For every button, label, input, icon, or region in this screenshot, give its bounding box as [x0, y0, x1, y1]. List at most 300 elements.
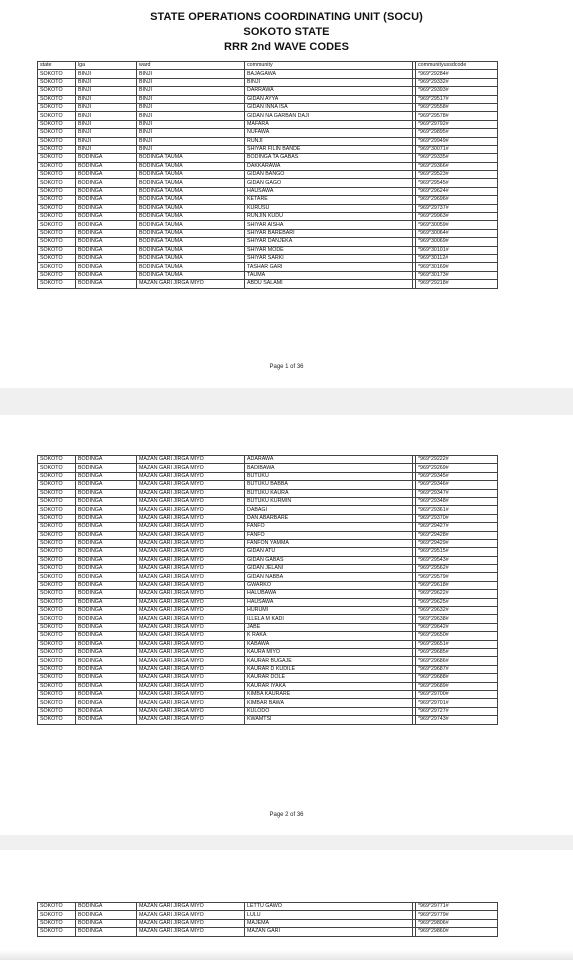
table-row: [38, 129, 498, 137]
cell-lga: BODINGA: [76, 556, 137, 564]
cell-community: KIMBAR BAWA: [245, 699, 413, 707]
table-row: [38, 539, 498, 547]
cell-community: GIDAN NABBA: [245, 573, 413, 581]
cell-code: *969*29558#: [416, 103, 498, 111]
cell-state: SOKOTO: [38, 648, 76, 656]
cell-state: SOKOTO: [38, 187, 76, 195]
cell-code: *969*29860#: [416, 928, 498, 936]
cell-community: SHIYAR AISHA: [245, 221, 413, 229]
cell-state: SOKOTO: [38, 607, 76, 615]
cell-community: DARRAWA: [245, 87, 413, 95]
cell-code: *969*29545#: [416, 179, 498, 187]
table-row: [38, 179, 498, 187]
cell-ward: MAZAN GARI JIRGA MIYO: [137, 632, 245, 640]
cell-community: KAURAR IYAKA: [245, 682, 413, 690]
cell-state: SOKOTO: [38, 464, 76, 472]
cell-lga: BODINGA: [76, 657, 137, 665]
table-row: [38, 632, 498, 640]
cell-state: SOKOTO: [38, 514, 76, 522]
cell-lga: BODINGA: [76, 648, 137, 656]
table-row: [38, 911, 498, 919]
cell-community: SHIYAR SARKI: [245, 254, 413, 262]
cell-ward: BODINGA TAUMA: [137, 171, 245, 179]
cell-lga: BODINGA: [76, 903, 137, 911]
table-row: [38, 154, 498, 162]
cell-community: GIDAN AYYA: [245, 95, 413, 103]
column-header-ward: ward: [137, 62, 245, 70]
cell-ward: BINJI: [137, 129, 245, 137]
cell-community: HALUBAWA: [245, 590, 413, 598]
cell-code: *969*29895#: [416, 129, 498, 137]
table-row: [38, 919, 498, 927]
cell-ward: MAZAN GARI JIRGA MIYO: [137, 640, 245, 648]
cell-lga: BODINGA: [76, 565, 137, 573]
cell-ward: MAZAN GARI JIRGA MIYO: [137, 707, 245, 715]
cell-lga: BODINGA: [76, 280, 137, 288]
cell-lga: BODINGA: [76, 254, 137, 262]
table-row: [38, 657, 498, 665]
cell-community: MAZAN GARI: [245, 928, 413, 936]
table-row: [38, 171, 498, 179]
cell-code: *969*29335#: [416, 154, 498, 162]
cell-code: *969*29779#: [416, 911, 498, 919]
cell-code: *969*29393#: [416, 87, 498, 95]
cell-state: SOKOTO: [38, 196, 76, 204]
cell-ward: MAZAN GARI JIRGA MIYO: [137, 456, 245, 464]
column-header-community: community: [245, 62, 413, 70]
table-row: [38, 640, 498, 648]
cell-state: SOKOTO: [38, 919, 76, 927]
cell-code: *969*29347#: [416, 489, 498, 497]
table-row: [38, 598, 498, 606]
cell-ward: BODINGA TAUMA: [137, 213, 245, 221]
cell-lga: BODINGA: [76, 154, 137, 162]
table-row: [38, 481, 498, 489]
cell-lga: BODINGA: [76, 573, 137, 581]
cell-ward: MAZAN GARI JIRGA MIYO: [137, 523, 245, 531]
cell-ward: BODINGA TAUMA: [137, 271, 245, 279]
cell-state: SOKOTO: [38, 665, 76, 673]
cell-state: SOKOTO: [38, 137, 76, 145]
page-number: Page 2 of 36: [269, 812, 304, 818]
document-page-1: [0, 0, 573, 388]
table-row: [38, 615, 498, 623]
cell-state: SOKOTO: [38, 271, 76, 279]
cell-community: GWARKO: [245, 581, 413, 589]
cell-state: SOKOTO: [38, 497, 76, 505]
table-row: [38, 221, 498, 229]
cell-code: *969*29284#: [416, 70, 498, 78]
table-row: [38, 497, 498, 505]
cell-lga: BODINGA: [76, 632, 137, 640]
cell-lga: BINJI: [76, 120, 137, 128]
cell-community: KULODO: [245, 707, 413, 715]
cell-state: SOKOTO: [38, 246, 76, 254]
cell-lga: BINJI: [76, 87, 137, 95]
cell-community: HAUSAWA: [245, 598, 413, 606]
cell-ward: MAZAN GARI JIRGA MIYO: [137, 531, 245, 539]
cell-code: *969*29523#: [416, 171, 498, 179]
cell-ward: BINJI: [137, 137, 245, 145]
cell-ward: MAZAN GARI JIRGA MIYO: [137, 903, 245, 911]
cell-lga: BODINGA: [76, 196, 137, 204]
cell-ward: MAZAN GARI JIRGA MIYO: [137, 674, 245, 682]
table-row: [38, 145, 498, 153]
cell-community: GIDAN GABAS: [245, 556, 413, 564]
cell-state: SOKOTO: [38, 903, 76, 911]
cell-lga: BODINGA: [76, 171, 137, 179]
cell-lga: BODINGA: [76, 456, 137, 464]
document-header: [0, 0, 573, 55]
cell-code: *969*29515#: [416, 548, 498, 556]
table-row: [38, 456, 498, 464]
cell-state: SOKOTO: [38, 87, 76, 95]
cell-lga: BODINGA: [76, 539, 137, 547]
table-row: [38, 103, 498, 111]
cell-community: DAN ABARBARE: [245, 514, 413, 522]
table-row: [38, 78, 498, 86]
cell-lga: BODINGA: [76, 581, 137, 589]
cell-code: *969*29687#: [416, 665, 498, 673]
cell-lga: BODINGA: [76, 514, 137, 522]
table-row: [38, 489, 498, 497]
cell-community: ABDU SALAMI: [245, 280, 413, 288]
table-row: [38, 162, 498, 170]
cell-state: SOKOTO: [38, 590, 76, 598]
cell-code: *969*29737#: [416, 204, 498, 212]
cell-community: K RAKA: [245, 632, 413, 640]
cell-community: SHIYAR MODE: [245, 246, 413, 254]
cell-ward: BINJI: [137, 145, 245, 153]
cell-state: SOKOTO: [38, 221, 76, 229]
cell-state: SOKOTO: [38, 254, 76, 262]
cell-lga: BINJI: [76, 129, 137, 137]
cell-community: KURUSU: [245, 204, 413, 212]
cell-code: *969*29949#: [416, 137, 498, 145]
cell-ward: MAZAN GARI JIRGA MIYO: [137, 548, 245, 556]
cell-lga: BODINGA: [76, 246, 137, 254]
cell-community: HAUSAWA: [245, 187, 413, 195]
cell-lga: BODINGA: [76, 238, 137, 246]
cell-code: *969*29427#: [416, 523, 498, 531]
table-row: [38, 187, 498, 195]
cell-ward: MAZAN GARI JIRGA MIYO: [137, 607, 245, 615]
table-row: [38, 581, 498, 589]
cell-ward: BODINGA TAUMA: [137, 179, 245, 187]
cell-ward: MAZAN GARI JIRGA MIYO: [137, 615, 245, 623]
cell-ward: BODINGA TAUMA: [137, 154, 245, 162]
cell-lga: BINJI: [76, 95, 137, 103]
cell-lga: BODINGA: [76, 623, 137, 631]
cell-ward: MAZAN GARI JIRGA MIYO: [137, 464, 245, 472]
cell-code: *969*29578#: [416, 112, 498, 120]
cell-community: KAURA MIYO: [245, 648, 413, 656]
cell-lga: BODINGA: [76, 489, 137, 497]
document-page-3: [0, 850, 573, 960]
table-row: [38, 623, 498, 631]
cell-code: *969*29638#: [416, 615, 498, 623]
cell-code: *969*29348#: [416, 497, 498, 505]
cell-community: RUNJIN KUDU: [245, 213, 413, 221]
table-row: [38, 548, 498, 556]
cell-code: *969*29429#: [416, 539, 498, 547]
cell-state: SOKOTO: [38, 565, 76, 573]
cell-lga: BODINGA: [76, 690, 137, 698]
table-row: [38, 674, 498, 682]
cell-ward: MAZAN GARI JIRGA MIYO: [137, 514, 245, 522]
cell-code: *969*29346#: [416, 481, 498, 489]
cell-lga: BODINGA: [76, 263, 137, 271]
cell-code: *969*30169#: [416, 263, 498, 271]
cell-code: *969*29685#: [416, 648, 498, 656]
cell-community: KAURAR BUGAJE: [245, 657, 413, 665]
cell-lga: BODINGA: [76, 464, 137, 472]
cell-lga: BODINGA: [76, 497, 137, 505]
cell-lga: BODINGA: [76, 615, 137, 623]
cell-state: SOKOTO: [38, 548, 76, 556]
table-row: [38, 246, 498, 254]
cell-lga: BODINGA: [76, 548, 137, 556]
cell-code: *969*30059#: [416, 221, 498, 229]
cell-state: SOKOTO: [38, 456, 76, 464]
cell-community: GIDAN NA GARBAN DAJI: [245, 112, 413, 120]
table-row: [38, 928, 498, 936]
cell-code: *969*29650#: [416, 632, 498, 640]
table-row: [38, 280, 498, 288]
table-row: [38, 263, 498, 271]
cell-lga: BODINGA: [76, 271, 137, 279]
table-row: [38, 716, 498, 724]
table-row: [38, 903, 498, 911]
cell-state: SOKOTO: [38, 573, 76, 581]
cell-lga: BINJI: [76, 137, 137, 145]
cell-lga: BODINGA: [76, 682, 137, 690]
table-row: [38, 590, 498, 598]
cell-code: *969*30173#: [416, 271, 498, 279]
cell-lga: BINJI: [76, 103, 137, 111]
cell-community: TASHAR GARI: [245, 263, 413, 271]
codes-table-page-1: [37, 61, 498, 289]
cell-state: SOKOTO: [38, 154, 76, 162]
cell-state: SOKOTO: [38, 657, 76, 665]
table-row: [38, 573, 498, 581]
cell-state: SOKOTO: [38, 523, 76, 531]
cell-code: *969*29543#: [416, 556, 498, 564]
cell-community: MAJEMA: [245, 919, 413, 927]
cell-state: SOKOTO: [38, 539, 76, 547]
cell-ward: MAZAN GARI JIRGA MIYO: [137, 919, 245, 927]
cell-code: *969*29771#: [416, 903, 498, 911]
cell-community: FANFO: [245, 523, 413, 531]
cell-lga: BINJI: [76, 70, 137, 78]
cell-state: SOKOTO: [38, 280, 76, 288]
cell-state: SOKOTO: [38, 120, 76, 128]
cell-state: SOKOTO: [38, 171, 76, 179]
cell-community: DABAGI: [245, 506, 413, 514]
cell-ward: BODINGA TAUMA: [137, 254, 245, 262]
cell-community: FANFON YAMMA: [245, 539, 413, 547]
cell-code: *969*30101#: [416, 246, 498, 254]
cell-state: SOKOTO: [38, 640, 76, 648]
cell-community: SHIYAR DANJEKA: [245, 238, 413, 246]
table-row: [38, 565, 498, 573]
cell-lga: BODINGA: [76, 607, 137, 615]
cell-state: SOKOTO: [38, 632, 76, 640]
cell-lga: BODINGA: [76, 640, 137, 648]
cell-code: *969*29686#: [416, 657, 498, 665]
header-state: SOKOTO STATE: [243, 26, 330, 38]
codes-table-page-3: [37, 902, 498, 937]
cell-lga: BODINGA: [76, 699, 137, 707]
cell-state: SOKOTO: [38, 716, 76, 724]
cell-ward: BINJI: [137, 95, 245, 103]
cell-state: SOKOTO: [38, 674, 76, 682]
cell-state: SOKOTO: [38, 682, 76, 690]
cell-community: BUTUKU KAURA: [245, 489, 413, 497]
cell-lga: BINJI: [76, 145, 137, 153]
cell-code: *969*29688#: [416, 674, 498, 682]
cell-state: SOKOTO: [38, 78, 76, 86]
cell-code: *969*29963#: [416, 213, 498, 221]
cell-ward: MAZAN GARI JIRGA MIYO: [137, 699, 245, 707]
cell-state: SOKOTO: [38, 229, 76, 237]
cell-code: *969*29727#: [416, 707, 498, 715]
cell-community: HURUMI: [245, 607, 413, 615]
cell-community: GIDAN BANGO: [245, 171, 413, 179]
table-row: [38, 95, 498, 103]
table-row: [38, 707, 498, 715]
cell-ward: MAZAN GARI JIRGA MIYO: [137, 573, 245, 581]
cell-ward: MAZAN GARI JIRGA MIYO: [137, 911, 245, 919]
cell-ward: MAZAN GARI JIRGA MIYO: [137, 598, 245, 606]
cell-ward: BINJI: [137, 103, 245, 111]
cell-lga: BODINGA: [76, 598, 137, 606]
cell-lga: BODINGA: [76, 707, 137, 715]
cell-state: SOKOTO: [38, 623, 76, 631]
cell-code: *969*30112#: [416, 254, 498, 262]
cell-state: SOKOTO: [38, 556, 76, 564]
table-row: [38, 464, 498, 472]
cell-state: SOKOTO: [38, 598, 76, 606]
table-row: [38, 70, 498, 78]
cell-ward: MAZAN GARI JIRGA MIYO: [137, 623, 245, 631]
cell-code: *969*29700#: [416, 690, 498, 698]
cell-lga: BODINGA: [76, 472, 137, 480]
cell-state: SOKOTO: [38, 145, 76, 153]
cell-community: GIDAN INNA ISA: [245, 103, 413, 111]
cell-code: *969*29269#: [416, 464, 498, 472]
cell-state: SOKOTO: [38, 162, 76, 170]
document-page-2: [0, 415, 573, 835]
cell-code: *969*29651#: [416, 640, 498, 648]
table-row: [38, 531, 498, 539]
cell-code: *969*29370#: [416, 514, 498, 522]
cell-ward: BODINGA TAUMA: [137, 221, 245, 229]
cell-code: *969*29701#: [416, 699, 498, 707]
table-row: [38, 238, 498, 246]
table-row: [38, 699, 498, 707]
cell-state: SOKOTO: [38, 213, 76, 221]
cell-lga: BINJI: [76, 112, 137, 120]
cell-community: KETARE: [245, 196, 413, 204]
table-row: [38, 120, 498, 128]
table-row: [38, 271, 498, 279]
cell-code: *969*29345#: [416, 472, 498, 480]
cell-lga: BODINGA: [76, 523, 137, 531]
cell-ward: MAZAN GARI JIRGA MIYO: [137, 690, 245, 698]
cell-state: SOKOTO: [38, 95, 76, 103]
cell-community: GIDAN ATU: [245, 548, 413, 556]
cell-lga: BODINGA: [76, 590, 137, 598]
table-body: [38, 456, 498, 725]
cell-state: SOKOTO: [38, 506, 76, 514]
cell-code: *969*29622#: [416, 590, 498, 598]
cell-community: TAUMA: [245, 271, 413, 279]
table-row: [38, 506, 498, 514]
cell-ward: BODINGA TAUMA: [137, 246, 245, 254]
table-row: [38, 607, 498, 615]
cell-ward: MAZAN GARI JIRGA MIYO: [137, 716, 245, 724]
cell-lga: BODINGA: [76, 674, 137, 682]
cell-community: SHIYAR BAREBARI: [245, 229, 413, 237]
cell-ward: BODINGA TAUMA: [137, 263, 245, 271]
cell-community: KAURAR D KUDILE: [245, 665, 413, 673]
cell-state: SOKOTO: [38, 707, 76, 715]
cell-code: *969*29222#: [416, 456, 498, 464]
cell-community: BODINGA TA GABAS: [245, 154, 413, 162]
header-title: STATE OPERATIONS COORDINATING UNIT (SOCU): [150, 11, 423, 23]
cell-code: *969*29696#: [416, 196, 498, 204]
table-row: [38, 254, 498, 262]
table-row: [38, 112, 498, 120]
cell-state: SOKOTO: [38, 112, 76, 120]
cell-state: SOKOTO: [38, 103, 76, 111]
cell-community: GIDAN GAGO: [245, 179, 413, 187]
cell-state: SOKOTO: [38, 204, 76, 212]
cell-community: BUTUKU BABBA: [245, 481, 413, 489]
table-row: [38, 682, 498, 690]
cell-code: *969*29562#: [416, 565, 498, 573]
cell-code: *969*29689#: [416, 682, 498, 690]
cell-state: SOKOTO: [38, 699, 76, 707]
cell-ward: MAZAN GARI JIRGA MIYO: [137, 472, 245, 480]
cell-ward: MAZAN GARI JIRGA MIYO: [137, 665, 245, 673]
codes-table-page-2: [37, 455, 498, 725]
cell-code: *969*29642#: [416, 623, 498, 631]
cell-ward: MAZAN GARI JIRGA MIYO: [137, 556, 245, 564]
table-row: [38, 204, 498, 212]
table-row: [38, 213, 498, 221]
cell-state: SOKOTO: [38, 581, 76, 589]
cell-code: *969*29428#: [416, 531, 498, 539]
cell-lga: BODINGA: [76, 531, 137, 539]
cell-ward: BODINGA TAUMA: [137, 162, 245, 170]
cell-community: KAURAR DOLE: [245, 674, 413, 682]
cell-community: BUTUKU: [245, 472, 413, 480]
cell-community: BAJAGAWA: [245, 70, 413, 78]
cell-state: SOKOTO: [38, 531, 76, 539]
cell-state: SOKOTO: [38, 472, 76, 480]
cell-state: SOKOTO: [38, 928, 76, 936]
cell-ward: MAZAN GARI JIRGA MIYO: [137, 928, 245, 936]
cell-state: SOKOTO: [38, 690, 76, 698]
cell-community: KIMBA KAURARE: [245, 690, 413, 698]
cell-lga: BODINGA: [76, 928, 137, 936]
cell-ward: BODINGA TAUMA: [137, 238, 245, 246]
cell-code: *969*29632#: [416, 607, 498, 615]
cell-ward: MAZAN GARI JIRGA MIYO: [137, 280, 245, 288]
column-header-state: state: [38, 62, 76, 70]
